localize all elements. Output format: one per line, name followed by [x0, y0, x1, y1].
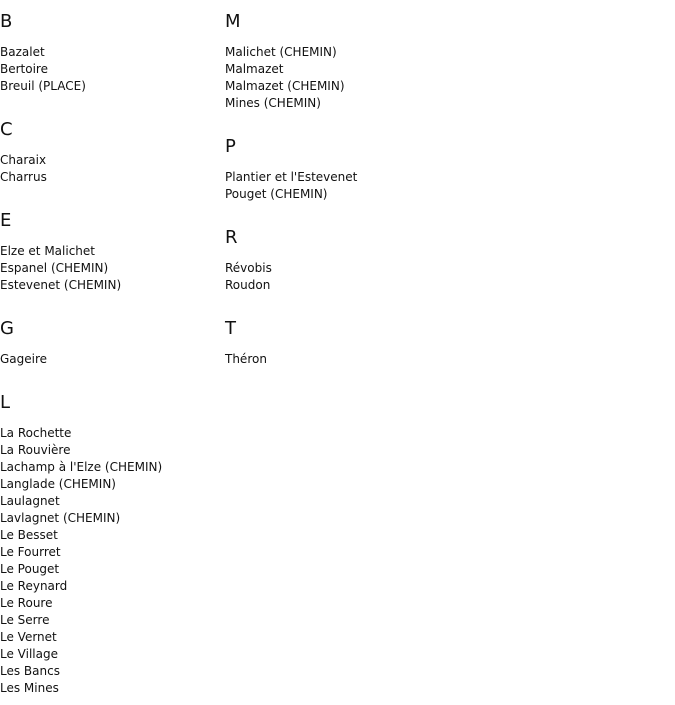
- group-letter-heading: P: [225, 136, 236, 157]
- street-name: Plantier et l'Estevenet: [225, 170, 358, 184]
- street-list: [225, 169, 357, 203]
- street-name: Gageire: [0, 352, 48, 366]
- street-name: Pouget (CHEMIN): [225, 187, 328, 201]
- street-name: Les Mines: [0, 681, 59, 695]
- street-name: Langlade (CHEMIN): [0, 477, 116, 491]
- street-list: [0, 243, 121, 294]
- street-name: Charaix: [0, 153, 47, 167]
- street-name: Malichet (CHEMIN): [225, 45, 337, 59]
- street-name: Elze et Malichet: [0, 244, 95, 258]
- street-list: [0, 425, 162, 697]
- street-list: [225, 44, 345, 112]
- street-name: Charrus: [0, 170, 47, 184]
- group-letter-heading: B: [0, 11, 13, 32]
- street-list: [225, 260, 272, 294]
- letter-group-m: [225, 10, 345, 112]
- street-name: Bertoire: [0, 62, 48, 76]
- group-letter-heading: L: [0, 392, 11, 413]
- group-letter-heading: C: [0, 119, 13, 140]
- street-name: Le Fourret: [0, 545, 61, 559]
- street-name: Théron: [225, 352, 267, 366]
- street-name: Estevenet (CHEMIN): [0, 278, 122, 292]
- street-list: [0, 351, 47, 368]
- letter-group-b: [0, 10, 86, 95]
- street-name: Espanel (CHEMIN): [0, 261, 109, 275]
- street-name: Malmazet: [225, 62, 284, 76]
- street-name: La Rochette: [0, 426, 72, 440]
- street-name: Révobis: [225, 261, 272, 275]
- street-name: Les Bancs: [0, 664, 60, 678]
- street-name: Le Pouget: [0, 562, 60, 576]
- street-name: Le Vernet: [0, 630, 57, 644]
- street-name: Roudon: [225, 278, 271, 292]
- street-name: Malmazet (CHEMIN): [225, 79, 345, 93]
- street-name: Lavlagnet (CHEMIN): [0, 511, 121, 525]
- letter-group-l: [0, 391, 162, 697]
- street-name: Breuil (PLACE): [0, 79, 86, 93]
- letter-group-r: [225, 226, 272, 294]
- letter-group-c: [0, 118, 47, 186]
- letter-group-e: [0, 209, 121, 294]
- letter-group-p: [225, 135, 357, 203]
- street-list: [225, 351, 267, 368]
- street-name: Mines (CHEMIN): [225, 96, 321, 110]
- street-name: Lachamp à l'Elze (CHEMIN): [0, 460, 163, 474]
- street-name: La Rouvière: [0, 443, 71, 457]
- letter-group-t: [225, 317, 267, 368]
- group-letter-heading: R: [225, 227, 238, 248]
- street-name: Le Village: [0, 647, 58, 661]
- group-letter-heading: G: [0, 318, 14, 339]
- street-name: Le Roure: [0, 596, 53, 610]
- street-name: Le Reynard: [0, 579, 68, 593]
- street-list: [0, 152, 47, 186]
- street-name: Le Serre: [0, 613, 50, 627]
- group-letter-heading: M: [225, 11, 241, 32]
- letter-group-g: [0, 317, 47, 368]
- street-name: Le Besset: [0, 528, 58, 542]
- street-list: [0, 44, 86, 95]
- group-letter-heading: E: [0, 210, 12, 231]
- street-name: Laulagnet: [0, 494, 60, 508]
- street-name: Bazalet: [0, 45, 45, 59]
- group-letter-heading: T: [225, 318, 236, 339]
